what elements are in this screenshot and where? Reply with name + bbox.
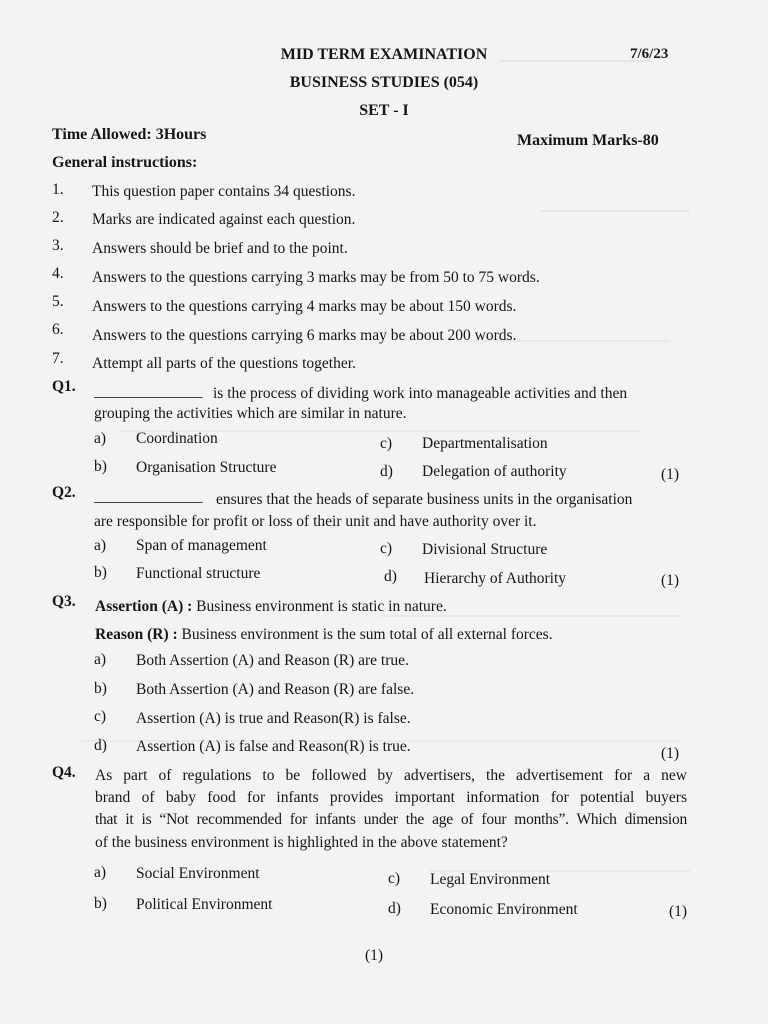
option-label: a) bbox=[94, 651, 107, 668]
instruction-text: This question paper contains 34 questions. bbox=[92, 183, 356, 200]
instruction-text: Answers to the questions carrying 6 marks may be about 200 words. bbox=[92, 327, 517, 344]
instruction-number: 1. bbox=[52, 181, 64, 198]
question-text: is the process of dividing work into manageable activities and then bbox=[213, 385, 628, 402]
option-text: Assertion (A) is true and Reason(R) is false. bbox=[136, 710, 411, 727]
question-text: are responsible for profit or loss of their unit and have authority over it. bbox=[94, 513, 537, 530]
exam-title: MID TERM EXAMINATION bbox=[280, 46, 488, 63]
reason-text: Business environment is the sum total of all external forces. bbox=[181, 626, 553, 643]
question-text: brand of baby food for infants provides important information for potential buyers bbox=[95, 789, 687, 806]
marks-label: (1) bbox=[661, 466, 680, 483]
marks-label: (1) bbox=[661, 572, 680, 589]
question-text: that it is “Not recommended for infants under the age of four months”. Which dimension bbox=[95, 811, 687, 828]
instruction-text: Attempt all parts of the questions together. bbox=[92, 355, 356, 372]
option-label: c) bbox=[388, 870, 401, 887]
option-label: a) bbox=[94, 430, 107, 447]
option-text: Span of management bbox=[136, 537, 267, 554]
set-label: SET - I bbox=[359, 102, 409, 119]
option-text: Divisional Structure bbox=[422, 541, 548, 558]
reason-line bbox=[95, 626, 553, 644]
option-label: d) bbox=[384, 568, 397, 585]
instruction-number: 4. bbox=[52, 265, 64, 282]
option-label: b) bbox=[94, 895, 107, 912]
maximum-marks: Maximum Marks-80 bbox=[517, 132, 659, 149]
option-text: Delegation of authority bbox=[422, 463, 567, 480]
option-text: Both Assertion (A) and Reason (R) are false. bbox=[136, 681, 415, 698]
option-text: Coordination bbox=[136, 430, 218, 447]
option-label: a) bbox=[94, 864, 107, 881]
option-label: a) bbox=[94, 537, 107, 554]
option-label: d) bbox=[388, 900, 401, 917]
option-label: c) bbox=[380, 540, 393, 557]
instruction-text: Answers should be brief and to the point. bbox=[92, 240, 348, 257]
option-label: b) bbox=[94, 680, 107, 697]
option-label: d) bbox=[380, 463, 393, 480]
question-number: Q1. bbox=[52, 378, 76, 395]
instruction-text: Answers to the questions carrying 3 marks may be from 50 to 75 words. bbox=[92, 269, 540, 286]
option-text: Social Environment bbox=[136, 865, 260, 882]
option-text: Both Assertion (A) and Reason (R) are true. bbox=[136, 652, 409, 669]
instruction-number: 2. bbox=[52, 209, 64, 226]
instruction-number: 6. bbox=[52, 321, 64, 338]
question-text: As part of regulations to be followed by advertisers, the advertisement for a new bbox=[95, 767, 687, 784]
assertion-line bbox=[95, 598, 447, 616]
option-label: b) bbox=[94, 564, 107, 581]
option-text: Political Environment bbox=[136, 896, 273, 913]
instruction-number: 7. bbox=[52, 350, 64, 367]
instruction-number: 5. bbox=[52, 293, 64, 310]
marks-label: (1) bbox=[669, 903, 688, 920]
option-text: Assertion (A) is false and Reason(R) is true. bbox=[136, 738, 411, 755]
question-number: Q3. bbox=[52, 593, 76, 610]
option-text: Hierarchy of Authority bbox=[424, 570, 567, 587]
marks-label: (1) bbox=[661, 745, 680, 762]
option-text: Functional structure bbox=[136, 565, 261, 582]
question-number: Q2. bbox=[52, 484, 76, 501]
assertion-label: Assertion (A) : bbox=[95, 598, 193, 615]
option-label: c) bbox=[380, 435, 393, 452]
assertion-text: Business environment is static in nature. bbox=[196, 598, 447, 615]
question-text: grouping the activities which are similar in nature. bbox=[94, 405, 407, 422]
option-label: c) bbox=[94, 708, 107, 725]
option-label: d) bbox=[94, 737, 107, 754]
answer-blank: ______________ bbox=[94, 383, 203, 400]
exam-date: 7/6/23 bbox=[630, 46, 669, 62]
reason-label: Reason (R) : bbox=[95, 626, 178, 643]
option-text: Organisation Structure bbox=[136, 459, 277, 476]
option-text: Economic Environment bbox=[430, 901, 578, 918]
question-text: of the business environment is highlighted in the above statement? bbox=[95, 834, 508, 851]
page-number: (1) bbox=[364, 947, 384, 964]
question-text: ensures that the heads of separate business units in the organisation bbox=[216, 491, 633, 508]
instruction-text: Answers to the questions carrying 4 marks may be about 150 words. bbox=[92, 298, 517, 315]
option-text: Legal Environment bbox=[430, 871, 551, 888]
option-text: Departmentalisation bbox=[422, 435, 548, 452]
option-label: b) bbox=[94, 458, 107, 475]
question-number: Q4. bbox=[52, 764, 76, 781]
instructions-heading: General instructions: bbox=[52, 154, 198, 171]
instruction-text: Marks are indicated against each question. bbox=[92, 211, 356, 228]
answer-blank: ______________ bbox=[94, 488, 203, 505]
time-allowed: Time Allowed: 3Hours bbox=[52, 126, 207, 143]
subject-title: BUSINESS STUDIES (054) bbox=[289, 74, 479, 91]
instruction-number: 3. bbox=[52, 237, 64, 254]
